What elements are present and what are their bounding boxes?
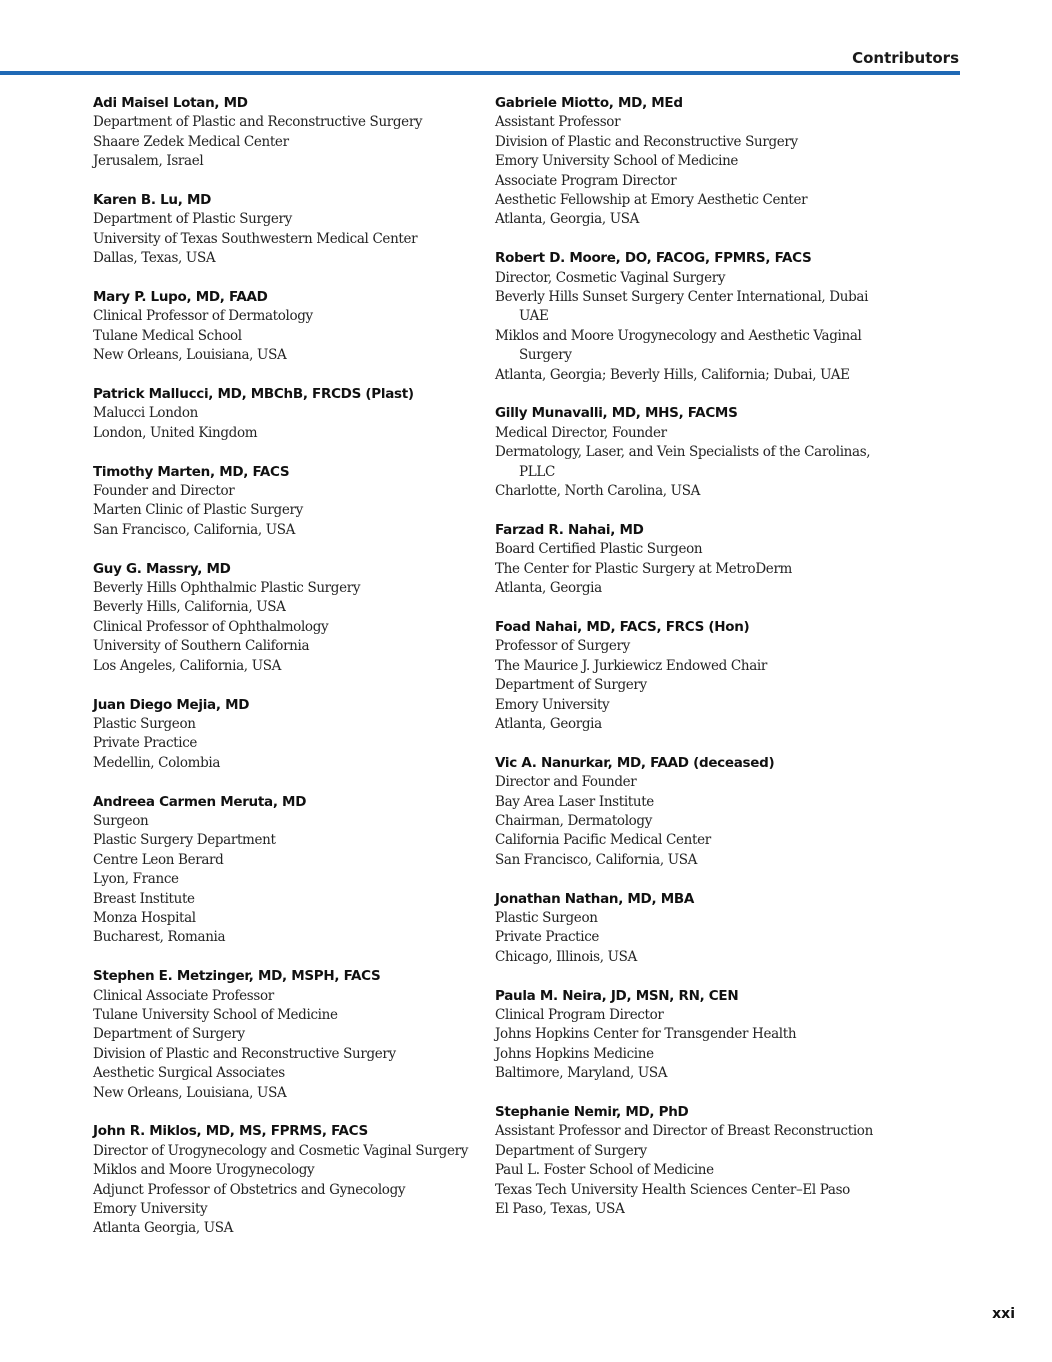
contributor-entry	[93, 560, 478, 676]
affiliation-line: Plastic Surgeon	[93, 715, 196, 732]
affiliation-line: Beverly Hills Sunset Surgery Center International, Dubai	[495, 289, 869, 306]
affiliation-line: Los Angeles, California, USA	[93, 657, 282, 674]
contributor-name: Juan Diego Mejia, MD	[93, 696, 250, 713]
affiliation-line: Chairman, Dermatology	[495, 812, 653, 829]
affiliation-line: Dallas, Texas, USA	[93, 250, 216, 267]
contributor-entry	[93, 385, 478, 443]
contributor-entry	[495, 521, 880, 599]
affiliation-line: New Orleans, Louisiana, USA	[93, 1084, 287, 1101]
affiliation-line: Malucci London	[93, 405, 198, 422]
affiliation-line: Atlanta, Georgia	[495, 715, 602, 732]
affiliation-line: Director and Founder	[495, 774, 637, 791]
contributor-entry	[93, 696, 478, 774]
contributor-entry	[93, 463, 478, 541]
affiliation-line: Clinical Professor of Ophthalmology	[93, 618, 329, 635]
affiliation-line: Atlanta, Georgia	[495, 580, 602, 597]
affiliation-line: Tulane University School of Medicine	[93, 1006, 338, 1023]
affiliation-line: Miklos and Moore Urogynecology and Aesthetic Vaginal	[495, 327, 862, 344]
affiliation-line: Assistant Professor	[495, 114, 621, 131]
affiliation-line: Department of Plastic Surgery	[93, 211, 292, 228]
affiliation-line: Plastic Surgery Department	[93, 832, 276, 849]
affiliation-line: Division of Plastic and Reconstructive Surgery	[93, 1045, 396, 1062]
contributor-entry	[495, 754, 880, 870]
affiliation-line: Atlanta, Georgia, USA	[495, 211, 640, 228]
affiliation-line: Texas Tech University Health Sciences Center–El Paso	[495, 1181, 850, 1198]
affiliation-line: Charlotte, North Carolina, USA	[495, 483, 700, 500]
contributor-name: Karen B. Lu, MD	[93, 192, 211, 209]
contributor-entry	[495, 987, 880, 1084]
contributor-name: Guy G. Massry, MD	[93, 560, 231, 577]
contributor-name: John R. Miklos, MD, MS, FPRMS, FACS	[93, 1123, 368, 1140]
affiliation-line: Founder and Director	[93, 483, 235, 500]
affiliation-line: Director of Urogynecology and Cosmetic Vaginal Surgery	[93, 1142, 468, 1159]
contributor-name: Farzad R. Nahai, MD	[495, 521, 644, 538]
contributor-entry	[93, 793, 478, 948]
affiliation-line: Dermatology, Laser, and Vein Specialists of the Carolinas,	[495, 444, 871, 461]
affiliation-line: University of Southern California	[93, 638, 310, 655]
affiliation-line: New Orleans, Louisiana, USA	[93, 347, 287, 364]
affiliation-line: Private Practice	[495, 929, 600, 946]
contributor-name: Robert D. Moore, DO, FACOG, FPMRS, FACS	[495, 250, 812, 267]
contributor-name: Vic A. Nanurkar, MD, FAAD (deceased)	[495, 754, 775, 771]
affiliation-line: Clinical Program Director	[495, 1006, 664, 1023]
contributor-entry	[93, 288, 478, 366]
affiliation-line: Director, Cosmetic Vaginal Surgery	[495, 269, 726, 286]
affiliation-line: London, United Kingdom	[93, 424, 258, 441]
affiliation-line: Medical Director, Founder	[495, 424, 667, 441]
affiliation-line: Bucharest, Romania	[93, 929, 226, 946]
affiliation-line: Chicago, Illinois, USA	[495, 948, 637, 965]
affiliation-line: Paul L. Foster School of Medicine	[495, 1162, 714, 1179]
affiliation-line: Atlanta Georgia, USA	[93, 1220, 234, 1237]
affiliation-line: Atlanta, Georgia; Beverly Hills, California; Dubai, UAE	[495, 366, 850, 383]
contributor-name: Gabriele Miotto, MD, MEd	[495, 95, 683, 111]
affiliation-line: Shaare Zedek Medical Center	[93, 133, 289, 150]
contributor-name: Stephen E. Metzinger, MD, MSPH, FACS	[93, 968, 381, 985]
contributor-entry	[495, 249, 880, 385]
affiliation-line: Lyon, France	[93, 871, 179, 888]
affiliation-line: The Center for Plastic Surgery at MetroDerm	[495, 560, 792, 577]
affiliation-line: Professor of Surgery	[495, 638, 630, 655]
page-number: xxi	[992, 1306, 1015, 1322]
affiliation-line: Monza Hospital	[93, 909, 196, 926]
affiliation-line: Medellin, Colombia	[93, 754, 221, 771]
affiliation-line: Beverly Hills Ophthalmic Plastic Surgery	[93, 580, 361, 597]
contributor-name: Mary P. Lupo, MD, FAAD	[93, 289, 268, 306]
affiliation-line: PLLC	[519, 463, 555, 480]
contributor-entry	[93, 1122, 478, 1238]
affiliation-line: Baltimore, Maryland, USA	[495, 1065, 668, 1082]
affiliation-line: Jerusalem, Israel	[93, 153, 204, 170]
contributor-name: Adi Maisel Lotan, MD	[93, 95, 248, 111]
contributor-entry	[495, 890, 880, 968]
affiliation-line: Emory University School of Medicine	[495, 153, 739, 170]
affiliation-line: Plastic Surgeon	[495, 909, 598, 926]
affiliation-line: Aesthetic Surgical Associates	[93, 1065, 285, 1082]
affiliation-line: Beverly Hills, California, USA	[93, 599, 286, 616]
affiliation-line: Surgery	[519, 347, 572, 364]
affiliation-line: Emory University	[495, 696, 610, 713]
contributor-entry	[93, 191, 478, 269]
affiliation-line: Centre Leon Berard	[93, 851, 224, 868]
affiliation-line: Private Practice	[93, 735, 198, 752]
contributor-entry	[495, 94, 880, 230]
contributor-name: Gilly Munavalli, MD, MHS, FACMS	[495, 405, 738, 422]
contributors-column-right	[495, 94, 880, 1239]
contributor-entry	[495, 1103, 880, 1219]
affiliation-line: Assistant Professor and Director of Breast Reconstruction	[495, 1123, 873, 1140]
contributors-column-left	[93, 94, 478, 1258]
affiliation-line: Department of Surgery	[93, 1026, 245, 1043]
affiliation-line: Bay Area Laser Institute	[495, 793, 654, 810]
affiliation-line: Department of Surgery	[495, 677, 647, 694]
affiliation-line: The Maurice J. Jurkiewicz Endowed Chair	[495, 657, 767, 674]
affiliation-line: Department of Plastic and Reconstructive Surgery	[93, 114, 423, 131]
contributor-entry	[495, 404, 880, 501]
affiliation-line: Johns Hopkins Center for Transgender Health	[495, 1026, 797, 1043]
affiliation-line: Associate Program Director	[495, 172, 677, 189]
affiliation-line: Emory University	[93, 1201, 208, 1218]
affiliation-line: Department of Surgery	[495, 1142, 647, 1159]
contributor-name: Stephanie Nemir, MD, PhD	[495, 1104, 689, 1120]
affiliation-line: Board Certified Plastic Surgeon	[495, 541, 703, 558]
contributor-name: Paula M. Neira, JD, MSN, RN, CEN	[495, 987, 739, 1004]
affiliation-line: Surgeon	[93, 812, 149, 829]
contributor-entry	[93, 967, 478, 1103]
section-title: Contributors	[852, 49, 959, 67]
affiliation-line: San Francisco, California, USA	[93, 521, 296, 538]
affiliation-line: Breast Institute	[93, 890, 195, 907]
affiliation-line: El Paso, Texas, USA	[495, 1201, 625, 1218]
contributor-entry	[93, 94, 478, 172]
affiliation-line: Clinical Professor of Dermatology	[93, 308, 313, 325]
affiliation-line: California Pacific Medical Center	[495, 832, 711, 849]
contributor-name: Patrick Mallucci, MD, MBChB, FRCDS (Plast)	[93, 386, 414, 403]
affiliation-line: Division of Plastic and Reconstructive Surgery	[495, 133, 798, 150]
contributor-name: Foad Nahai, MD, FACS, FRCS (Hon)	[495, 618, 750, 635]
affiliation-line: Miklos and Moore Urogynecology	[93, 1162, 315, 1179]
contributor-name: Andreea Carmen Meruta, MD	[93, 793, 307, 810]
affiliation-line: University of Texas Southwestern Medical Center	[93, 230, 418, 247]
affiliation-line: Tulane Medical School	[93, 327, 242, 344]
affiliation-line: Adjunct Professor of Obstetrics and Gynecology	[93, 1181, 406, 1198]
contributor-entry	[495, 618, 880, 734]
header-rule	[0, 71, 960, 75]
affiliation-line: San Francisco, California, USA	[495, 851, 698, 868]
affiliation-line: Johns Hopkins Medicine	[495, 1045, 654, 1062]
contributor-name: Jonathan Nathan, MD, MBA	[495, 890, 694, 907]
affiliation-line: Aesthetic Fellowship at Emory Aesthetic Center	[495, 192, 808, 209]
affiliation-line: Clinical Associate Professor	[93, 987, 274, 1004]
affiliation-line: UAE	[519, 308, 549, 325]
contributor-name: Timothy Marten, MD, FACS	[93, 463, 290, 480]
affiliation-line: Marten Clinic of Plastic Surgery	[93, 502, 303, 519]
